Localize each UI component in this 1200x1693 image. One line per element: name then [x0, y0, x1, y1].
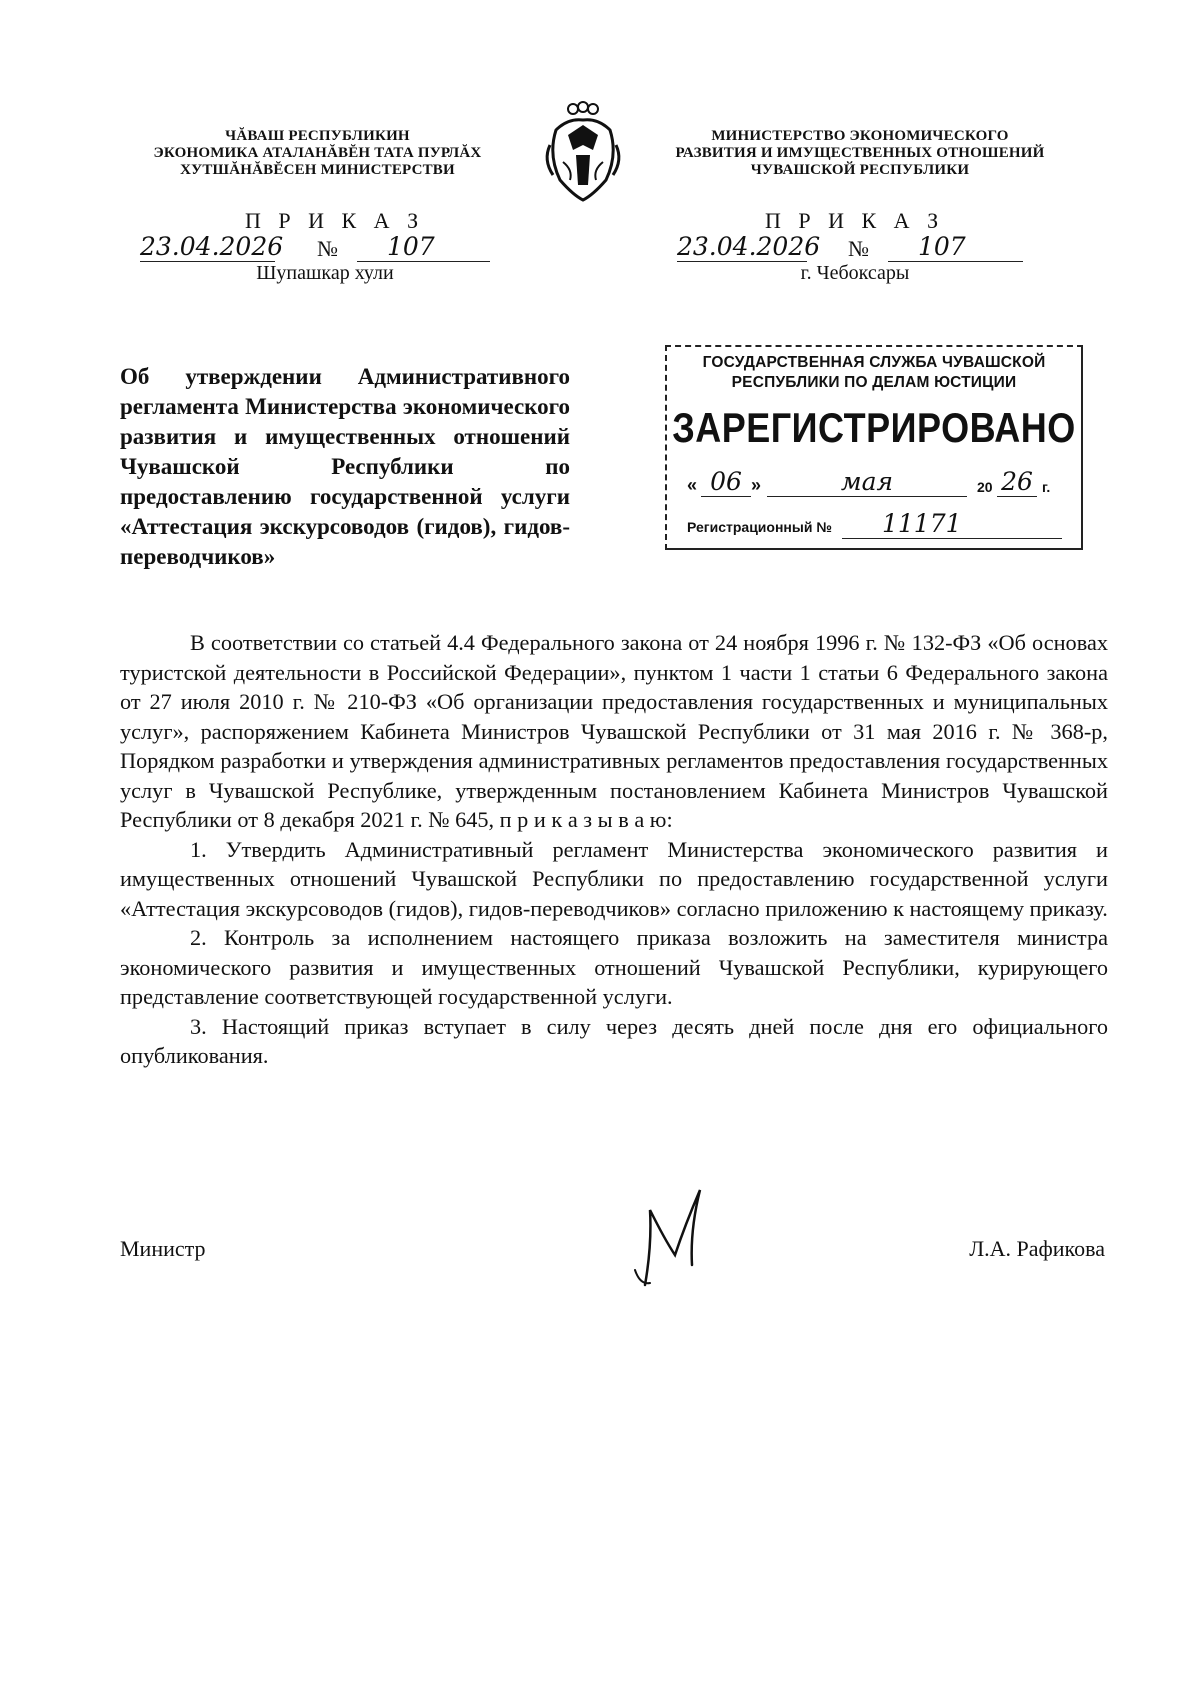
- order-right-number-sign: №: [848, 236, 869, 261]
- preamble-paragraph: [120, 628, 1108, 835]
- stamp-reg-number: 11171: [842, 509, 1062, 539]
- order-right-date: 23.04.2026: [677, 232, 821, 261]
- chuvash-emblem-icon: [538, 100, 628, 205]
- registration-stamp: [665, 345, 1083, 550]
- order-right-place: г. Чебоксары: [800, 262, 910, 284]
- order-item: 3. Настоящий приказ вступает в силу через десять дней после дня его официального опубликования.: [120, 1013, 1108, 1068]
- order-right-word: П Р И К А З: [765, 208, 945, 233]
- stamp-day: 06: [701, 467, 751, 497]
- stamp-quote-close: »: [751, 475, 762, 495]
- stamp-reg-label: Регистрационный №: [687, 519, 832, 535]
- stamp-org-line: ГОСУДАРСТВЕННАЯ СЛУЖБА ЧУВАШСКОЙ: [702, 354, 1046, 371]
- header-right-line: РАЗВИТИЯ И ИМУЩЕСТВЕННЫХ ОТНОШЕНИЙ: [675, 145, 1045, 161]
- order-left-number: 107: [357, 232, 490, 262]
- order-item: 1. Утвердить Административный регламент Министерства экономического развития и имущественных отношений Чувашской Республики по предоставлению государственной услуги «Аттестация экскурсоводов (гидов), гидов-переводчиков» согласно приложению к настоящему приказу.: [120, 836, 1108, 921]
- header-left: [120, 128, 515, 179]
- stamp-reg-row: [687, 509, 1067, 539]
- order-left-word: П Р И К А З: [245, 208, 425, 233]
- document-body: [120, 628, 1108, 1071]
- stamp-registered: ЗАРЕГИСТРИРОВАНО: [672, 403, 1076, 451]
- stamp-year-suffix: 26: [997, 467, 1037, 497]
- document-title: Об утверждении Административного регламента Министерства экономического развития и имущественных отношений Чувашской Республики по предоставлению государственной услуги «Аттестация экскурсоводов (гидов), гидов-переводчиков»: [120, 364, 570, 569]
- stamp-year-prefix: 20: [977, 479, 993, 495]
- signature-icon: [620, 1185, 740, 1295]
- order-word: п р и к а з ы в а ю:: [499, 807, 673, 832]
- stamp-org-line: РЕСПУБЛИКИ ПО ДЕЛАМ ЮСТИЦИИ: [731, 374, 1017, 391]
- order-item: 2. Контроль за исполнением настоящего приказа возложить на заместителя министра экономического развития и имущественных отношений Чувашской Республики, курирующего представление соответствующей государственной услуги.: [120, 925, 1108, 1009]
- preamble-text: В соответствии со статьей 4.4 Федерального закона от 24 ноября 1996 г. № 132-ФЗ «Об основах туристской деятельности в Российской Федерации», пунктом 1 части 1 статьи 6 Федерального закона от 27 июля 2010 г. № 210-ФЗ «Об организации предоставления государственных и муниципальных услуг», распоряжением Кабинета Министров Чувашской Республики от 31 мая 2016 г. № 368-р, Порядком разработки и утверждения административных регламентов предоставления государственных услуг в Чувашской Республике, утвержденным постановлением Кабинета Министров Чувашской Республики от 8 декабря 2021 г. № 645,: [120, 630, 1108, 832]
- header-left-line: ЧĂВАШ РЕСПУБЛИКИН: [225, 128, 410, 144]
- order-left-date: 23.04.2026: [140, 232, 284, 261]
- order-right-number: 107: [888, 232, 1023, 262]
- order-left-place: Шупашкар хули: [256, 262, 394, 284]
- signature-name: Л.А. Рафикова: [969, 1236, 1105, 1261]
- header-right-line: ЧУВАШСКОЙ РЕСПУБЛИКИ: [750, 162, 970, 178]
- header-left-line: ХУТШĂНĂВĔСЕН МИНИСТЕРСТВИ: [180, 162, 455, 178]
- stamp-quote-open: «: [687, 475, 698, 495]
- header-left-line: ЭКОНОМИКА АТАЛАНĂВĔН ТАТА ПУРЛĂХ: [153, 145, 482, 161]
- stamp-month: мая: [767, 467, 967, 497]
- order-left-number-sign: №: [317, 236, 338, 261]
- stamp-year-letter: г.: [1042, 479, 1051, 495]
- header-right: [650, 128, 1070, 179]
- signature-position: Министр: [120, 1236, 206, 1261]
- header-right-line: МИНИСТЕРСТВО ЭКОНОМИЧЕСКОГО: [711, 128, 1009, 144]
- stamp-date-row: [687, 467, 1067, 501]
